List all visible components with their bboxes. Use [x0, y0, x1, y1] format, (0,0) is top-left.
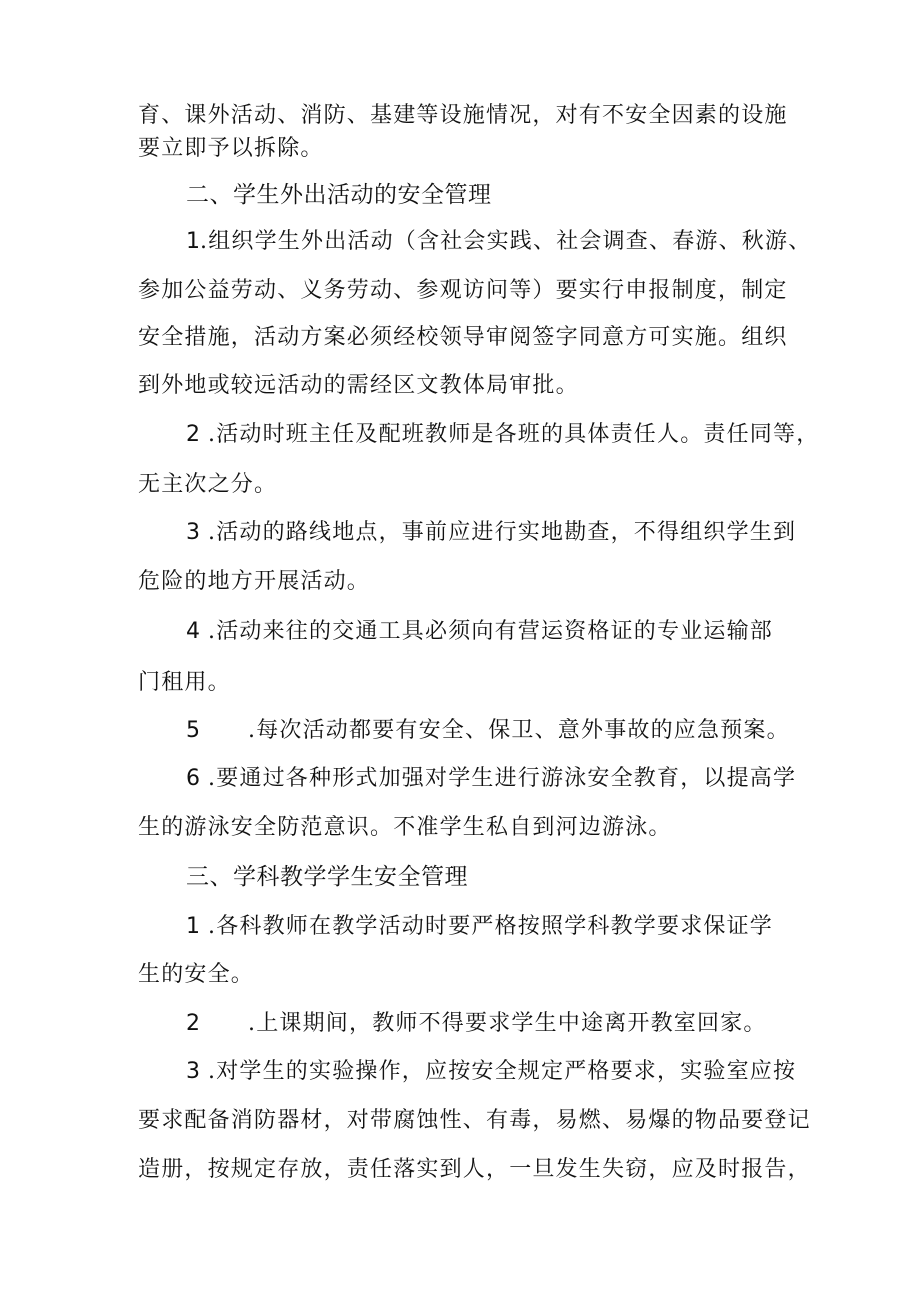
text-line: 门租用。	[138, 670, 231, 695]
item-number: 1	[186, 229, 200, 254]
text-line: 生的游泳安全防范意识。不准学生私自到河边游泳。	[138, 815, 672, 840]
section-heading-2: 二、学生外出活动的安全管理	[186, 182, 492, 208]
paragraph-6-first-line	[186, 764, 796, 794]
item-number: 2	[186, 422, 200, 447]
text-line: 参加公益劳动、义务劳动、参观访问等）要实行申报制度，制定	[138, 278, 788, 303]
paragraph-5-first-line	[186, 716, 790, 746]
item-number: 5	[186, 718, 200, 743]
item-number: 1	[186, 914, 200, 939]
paragraph-8-first-line	[186, 1009, 767, 1039]
text-line: .每次活动都要有安全、保卫、意外事故的应急预案。	[248, 718, 790, 743]
text-line: 要求配备消防器材，对带腐蚀性、有毒，易燃、易爆的物品要登记	[138, 1108, 811, 1133]
item-number: 3	[186, 520, 200, 545]
text-line: .要通过各种形式加强对学生进行游泳安全教育，以提高学	[208, 766, 797, 791]
text-line: .组织学生外出活动（含社会实践、社会调查、春游、秋游、	[200, 229, 812, 254]
paragraph-9-first-line	[186, 1057, 796, 1087]
text-line: .上课期间，教师不得要求学生中途离开教室回家。	[248, 1011, 767, 1036]
paragraph-2-first-line	[186, 420, 819, 450]
text-line: .对学生的实验操作，应按安全规定严格要求，实验室应按	[208, 1059, 797, 1084]
section-heading-3: 三、学科教学学生安全管理	[186, 864, 468, 890]
text-line: .活动时班主任及配班教师是各班的具体责任人。责任同等，	[208, 422, 820, 447]
item-number: 2	[186, 1011, 200, 1036]
text-line: 危险的地方开展活动。	[138, 569, 371, 594]
item-number: 4	[186, 619, 200, 644]
item-number: 6	[186, 766, 200, 791]
text-line: 育、课外活动、消防、基建等设施情况，对有不安全因素的设施	[138, 103, 788, 128]
paragraph-3-first-line	[186, 518, 796, 548]
paragraph-7-first-line	[186, 912, 773, 942]
text-line: .活动来往的交通工具必须向有营运资格证的专业运输部	[208, 619, 773, 644]
item-number: 3	[186, 1059, 200, 1084]
text-line: 安全措施，活动方案必须经校领导审阅签字同意方可实施。组织	[138, 325, 788, 350]
text-line: 要立即予以拆除。	[138, 136, 324, 161]
text-line: 无主次之分。	[138, 472, 278, 497]
text-line: 生的安全。	[138, 962, 255, 987]
paragraph-1-first-line	[186, 227, 811, 257]
text-line: .活动的路线地点，事前应进行实地勘查，不得组织学生到	[208, 520, 797, 545]
text-line: 造册，按规定存放，责任落实到人，一旦发生失窃，应及时报告，	[138, 1157, 811, 1182]
text-line: .各科教师在教学活动时要严格按照学科教学要求保证学	[208, 914, 773, 939]
paragraph-4-first-line	[186, 617, 773, 647]
text-line: 到外地或较远活动的需经区文教体局审批。	[138, 373, 579, 398]
